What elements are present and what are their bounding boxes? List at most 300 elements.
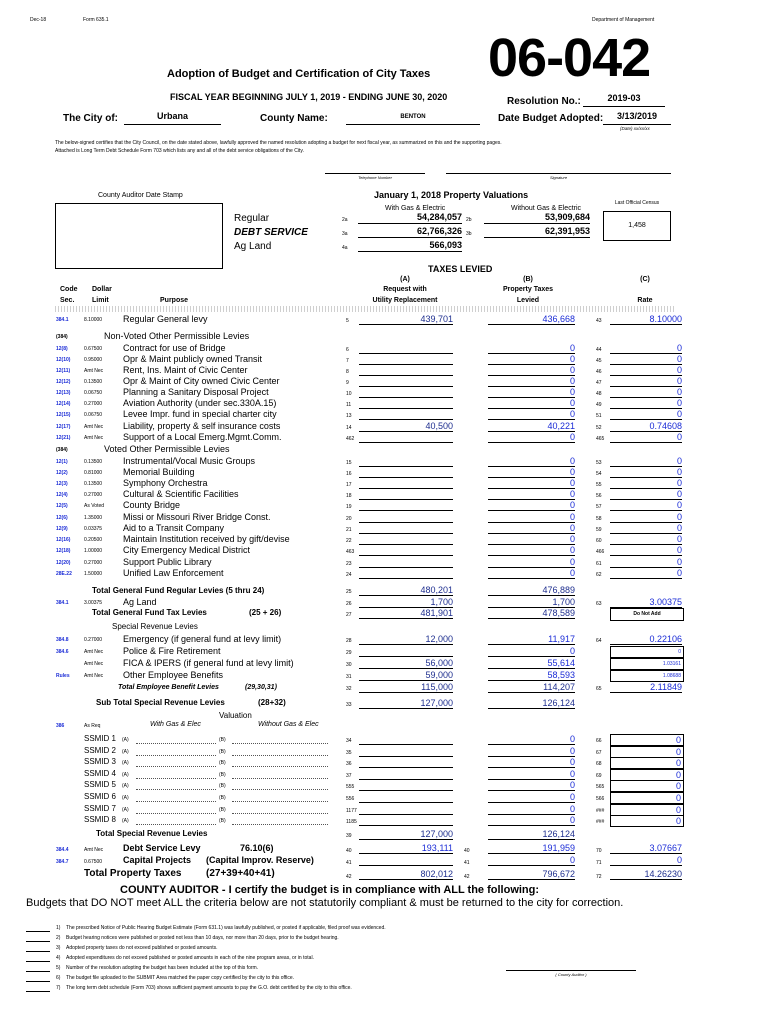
- checklist-blank[interactable]: [26, 971, 50, 972]
- limit-cell: Amt Nec: [84, 424, 104, 430]
- valuation-with-field[interactable]: [358, 226, 462, 238]
- tsr-a-field[interactable]: [359, 829, 453, 840]
- city-field[interactable]: [124, 111, 221, 125]
- purpose-cell: Liability, property & self insurance costs: [123, 421, 281, 431]
- col-b-header-2: Levied: [516, 297, 540, 304]
- county-field[interactable]: [346, 111, 480, 125]
- purpose-cell: Opr & Maint of City owned Civic Center: [123, 376, 280, 386]
- line-num: 41: [346, 860, 352, 866]
- rate-c-field[interactable]: [610, 780, 684, 792]
- limit-cell: 0.27000: [84, 560, 103, 566]
- checklist-blank[interactable]: [26, 941, 50, 942]
- purpose-cell: City Emergency Medical District: [123, 545, 251, 555]
- rate-c-value: 0.22106: [649, 634, 682, 644]
- rate-c-value: 0: [676, 467, 682, 477]
- request-a-field[interactable]: [359, 354, 453, 365]
- valuation-with-field[interactable]: [358, 240, 462, 252]
- emp-b: 114,207: [543, 682, 575, 692]
- levied-b-value: 0: [569, 500, 575, 510]
- rate-c-field[interactable]: [610, 757, 684, 769]
- request-a-field[interactable]: [359, 804, 453, 815]
- levied-b-field[interactable]: [488, 387, 575, 398]
- request-a-field[interactable]: [359, 421, 453, 432]
- limit-cell: Amt Nec: [84, 435, 104, 441]
- rate-c-field[interactable]: [610, 432, 682, 443]
- rate-c-field[interactable]: [610, 769, 684, 781]
- valuation-with-field[interactable]: [358, 212, 462, 224]
- rate-c-value: 0: [676, 534, 682, 544]
- line-num: 8: [346, 369, 349, 375]
- levied-b-field[interactable]: [488, 734, 575, 745]
- request-a-field[interactable]: [359, 409, 453, 420]
- department-name: Department of Management: [592, 17, 655, 23]
- ssmid-without-field[interactable]: [232, 813, 328, 814]
- cap-a-field[interactable]: [359, 855, 453, 866]
- line-num: 19: [346, 504, 352, 510]
- request-a-field[interactable]: [359, 398, 453, 409]
- checklist-number: 3): [56, 945, 61, 951]
- levied-b-field[interactable]: [488, 545, 575, 556]
- rate-c-field[interactable]: [610, 314, 682, 325]
- line-num: 45: [596, 358, 602, 364]
- purpose-cell: Aid to a Transit Company: [123, 523, 225, 533]
- levied-b-field[interactable]: [488, 646, 575, 657]
- line-num: 17: [346, 482, 352, 488]
- request-a-field[interactable]: [359, 646, 453, 657]
- ssmid-with-field[interactable]: [136, 766, 216, 767]
- ssmid-without-field[interactable]: [232, 766, 328, 767]
- levied-b-field[interactable]: [488, 792, 575, 803]
- line-code: 3a: [342, 231, 348, 237]
- levied-b-field[interactable]: [488, 804, 575, 815]
- levied-b-field[interactable]: [488, 815, 575, 826]
- line-code: 2b: [466, 217, 472, 223]
- tot-b-field[interactable]: [488, 869, 575, 880]
- rate-c-value: 0: [676, 512, 682, 522]
- ssmid-col-a: (A): [122, 748, 129, 755]
- request-a-field[interactable]: [359, 734, 453, 745]
- rate-c-field[interactable]: [610, 545, 682, 556]
- levied-b-field[interactable]: [488, 634, 575, 645]
- debt-a-field[interactable]: [359, 843, 453, 854]
- ssmid-with-field[interactable]: [136, 789, 216, 790]
- ssmid-col-b: (B): [219, 783, 226, 790]
- rate-c-field[interactable]: [610, 670, 684, 682]
- do-not-add-box: [610, 608, 684, 621]
- ssmid-without-field[interactable]: [232, 801, 328, 802]
- checklist-blank[interactable]: [26, 961, 50, 962]
- sub-a-field[interactable]: [359, 698, 453, 709]
- line-num: 24: [346, 572, 352, 578]
- taxes-levied-title: TAXES LEVIED: [428, 264, 493, 274]
- levied-b-value: 0: [569, 512, 575, 522]
- levied-b-field[interactable]: [488, 467, 575, 478]
- request-a-field[interactable]: [359, 523, 453, 534]
- emp-b-field[interactable]: [488, 682, 575, 693]
- line-num: 556: [346, 796, 355, 802]
- rate-c-field[interactable]: [610, 792, 684, 804]
- code-cell: 384.4: [56, 847, 69, 853]
- valuation-with-value: 62,766,326: [416, 226, 462, 236]
- sub-b-field[interactable]: [488, 698, 575, 709]
- request-a-field[interactable]: [359, 769, 453, 780]
- request-a-field[interactable]: [359, 780, 453, 791]
- line-num: 11: [346, 402, 352, 408]
- request-a-field[interactable]: [359, 343, 453, 354]
- line-num: 463: [346, 549, 355, 555]
- without-gas-header: Without Gas & Electric: [511, 205, 582, 212]
- code-cell: (384): [56, 447, 68, 453]
- line-num: 25: [346, 589, 352, 595]
- levied-b-value: 0: [569, 343, 575, 353]
- rate-c-value: 0: [676, 456, 682, 466]
- rate-c-field[interactable]: [610, 658, 684, 670]
- request-a-field[interactable]: [359, 568, 453, 579]
- limit-cell: 0.67500: [84, 859, 103, 865]
- checklist-number: 1): [56, 925, 61, 931]
- ssmid-with-field[interactable]: [136, 755, 216, 756]
- line-num: 69: [596, 772, 602, 779]
- limit-cell: 0.20500: [84, 537, 103, 543]
- emp-c-field[interactable]: [610, 682, 682, 693]
- request-a-field[interactable]: [359, 658, 453, 669]
- limit-cell: 0.27000: [84, 401, 103, 407]
- request-a-field[interactable]: [359, 432, 453, 443]
- ssmid-without-field[interactable]: [232, 778, 328, 779]
- request-a-field[interactable]: [359, 545, 453, 556]
- ag-a: 1,700: [430, 597, 453, 607]
- checklist-blank[interactable]: [26, 931, 50, 932]
- line-num: 65: [596, 686, 602, 692]
- ssmid-col-a: (A): [122, 806, 129, 813]
- levied-b-field[interactable]: [488, 757, 575, 768]
- levied-b-field[interactable]: [488, 398, 575, 409]
- ssmid-with-field[interactable]: [136, 813, 216, 814]
- limit-cell: 0.67500: [84, 346, 103, 352]
- request-a-field[interactable]: [359, 746, 453, 757]
- ag-b-field[interactable]: [488, 597, 575, 608]
- col-c-id: (C): [640, 276, 650, 283]
- col-a-header-1: Request with: [383, 286, 427, 293]
- levied-b-value: 40,221: [547, 421, 575, 431]
- rate-c-field[interactable]: [610, 512, 682, 523]
- levied-b-field[interactable]: [488, 670, 575, 681]
- levied-b-field[interactable]: [488, 489, 575, 500]
- levied-b-field[interactable]: [488, 432, 575, 443]
- total-regular-b-field[interactable]: [488, 585, 575, 596]
- cap-b: 0: [569, 855, 575, 865]
- levied-b-field[interactable]: [488, 354, 575, 365]
- limit-cell: 0.03375: [84, 526, 103, 532]
- total-regular-label: Total General Fund Regular Levies (5 thru 24): [92, 586, 265, 595]
- cap-b-field[interactable]: [488, 855, 575, 866]
- code-cell: 12(3): [56, 481, 68, 487]
- levied-b-field[interactable]: [488, 343, 575, 354]
- line-num: 71: [596, 860, 602, 866]
- rate-c-field[interactable]: [610, 421, 682, 432]
- ssmid-with-field[interactable]: [136, 801, 216, 802]
- limit-cell: 0.81000: [84, 470, 103, 476]
- levied-b-value: 0: [569, 398, 575, 408]
- emp-c: 2.11849: [650, 682, 682, 692]
- code-cell: 12(11): [56, 368, 71, 374]
- request-a-field[interactable]: [359, 489, 453, 500]
- purpose-cell: Support Public Library: [123, 557, 212, 567]
- rate-c-field[interactable]: [610, 398, 682, 409]
- purpose-cell: Aviation Authority (under sec.330A.15): [123, 398, 277, 408]
- line-num: 5: [346, 318, 349, 324]
- checklist-blank[interactable]: [26, 991, 50, 992]
- date-code: Dec-18: [30, 17, 47, 23]
- line-num: 9: [346, 380, 349, 386]
- code-cell: 12(10): [56, 357, 71, 363]
- date-adopted-field[interactable]: [603, 111, 671, 125]
- resolution-field[interactable]: [583, 93, 665, 107]
- line-num: 21: [346, 527, 352, 533]
- request-a-field[interactable]: [359, 670, 453, 681]
- request-a-field[interactable]: [359, 634, 453, 645]
- rate-c-field[interactable]: [610, 467, 682, 478]
- auditor-heading: COUNTY AUDITOR - I certify the budget is in compliance with ALL the following:: [120, 884, 540, 896]
- rate-c-field[interactable]: [610, 557, 682, 568]
- line-num: 40: [464, 848, 470, 854]
- total-general-b-field[interactable]: [488, 608, 575, 619]
- code-cell: 12(1): [56, 459, 68, 465]
- purpose-cell: Other Employee Benefits: [123, 670, 224, 680]
- levied-b-field[interactable]: [488, 512, 575, 523]
- ssmid-without-field[interactable]: [232, 743, 328, 744]
- ag-a-field[interactable]: [359, 597, 453, 608]
- code-cell: 384.8: [56, 637, 69, 643]
- ssmid-name: SSMID 3: [84, 757, 117, 767]
- rate-c-field[interactable]: [610, 354, 682, 365]
- request-a-value: 40,500: [425, 421, 453, 431]
- total-regular-a-field[interactable]: [359, 585, 453, 596]
- levied-b-field[interactable]: [488, 409, 575, 420]
- levied-b-field[interactable]: [488, 376, 575, 387]
- rate-c-field[interactable]: [610, 489, 682, 500]
- ssmid-with-field[interactable]: [136, 824, 216, 825]
- rate-c-value: 0: [676, 478, 682, 488]
- valuation-without-field[interactable]: [484, 226, 590, 238]
- levied-b-field[interactable]: [488, 568, 575, 579]
- rate-c-value: 8.10000: [649, 314, 682, 324]
- rate-c-field[interactable]: [610, 646, 684, 658]
- levied-b-field[interactable]: [488, 658, 575, 669]
- request-a-field[interactable]: [359, 792, 453, 803]
- rate-c-field[interactable]: [610, 387, 682, 398]
- rate-c-value: 0: [676, 523, 682, 533]
- request-a-field[interactable]: [359, 376, 453, 387]
- purpose-cell: Support of a Local Emerg.Mgmt.Comm.: [123, 432, 282, 442]
- request-a-field[interactable]: [359, 365, 453, 376]
- levied-b-field[interactable]: [488, 523, 575, 534]
- ssmid-without-field[interactable]: [232, 755, 328, 756]
- census-box[interactable]: [603, 211, 671, 241]
- limit-cell: 1.35000: [84, 515, 103, 521]
- ssmid-without-field[interactable]: [232, 789, 328, 790]
- levied-b-value: 0: [569, 523, 575, 533]
- checklist-blank[interactable]: [26, 951, 50, 952]
- checklist-number: 4): [56, 955, 61, 961]
- fiscal-year: FISCAL YEAR BEGINNING JULY 1, 2019 - ENDING JUNE 30, 2020: [170, 92, 448, 102]
- sub-b: 126,124: [542, 698, 575, 708]
- total-general-a-field[interactable]: [359, 608, 453, 619]
- line-num: 32: [346, 686, 352, 692]
- ag-c-field[interactable]: [610, 597, 682, 608]
- line-num: 27: [346, 612, 352, 618]
- rate-c-field[interactable]: [610, 734, 684, 746]
- levied-b-field[interactable]: [488, 421, 575, 432]
- rate-c-field[interactable]: [610, 534, 682, 545]
- line-num: 72: [596, 874, 602, 880]
- emp-a-field[interactable]: [359, 682, 453, 693]
- date-adopted-value: 3/13/2019: [616, 111, 658, 121]
- request-a-field[interactable]: [359, 500, 453, 511]
- line-num: 555: [346, 784, 355, 791]
- request-a-field[interactable]: [359, 478, 453, 489]
- line-num: 35: [346, 749, 352, 756]
- rate-c-field[interactable]: [610, 376, 682, 387]
- total-employee-sum: (29,30,31): [245, 684, 277, 691]
- purpose-cell: Missi or Missouri River Bridge Const.: [123, 512, 271, 522]
- total-special-label: Total Special Revenue Levies: [96, 829, 208, 838]
- resolution-label: Resolution No.:: [507, 96, 581, 107]
- rate-c-field[interactable]: [610, 409, 682, 420]
- cap-c-field[interactable]: [610, 855, 682, 866]
- code-cell: 12(9): [56, 526, 68, 532]
- request-a-field[interactable]: [359, 467, 453, 478]
- levied-b-field[interactable]: [488, 780, 575, 791]
- rate-c-field[interactable]: [610, 456, 682, 467]
- line-num: 18: [346, 493, 352, 499]
- capital-projects-label: Capital Projects: [123, 855, 192, 865]
- levied-b-field[interactable]: [488, 500, 575, 511]
- request-a-field[interactable]: [359, 557, 453, 568]
- levied-b-value: 0: [569, 780, 575, 791]
- request-a-field[interactable]: [359, 314, 453, 325]
- levied-b-value: 0: [569, 376, 575, 386]
- line-num: 52: [596, 425, 602, 431]
- levied-b-value: 0: [569, 467, 575, 477]
- line-num: 14: [346, 425, 352, 431]
- rate-c-value: 0: [675, 804, 681, 815]
- tot-c-field[interactable]: [610, 869, 682, 880]
- ssmid-name: SSMID 6: [84, 792, 117, 801]
- limit-cell: 0.06750: [84, 390, 103, 396]
- rate-c-value: 0: [676, 376, 682, 386]
- ssmid-without-field[interactable]: [232, 824, 328, 825]
- levied-b-field[interactable]: [488, 746, 575, 757]
- purpose-cell: Police & Fire Retirement: [123, 646, 221, 656]
- limit-cell: 0.27000: [84, 492, 103, 498]
- rate-c-field[interactable]: [610, 343, 682, 354]
- debt-c-field[interactable]: [610, 843, 682, 854]
- rate-c-value: 0: [676, 432, 682, 442]
- levied-b-value: 0: [569, 745, 575, 756]
- ssmid-name: SSMID 2: [84, 745, 117, 755]
- request-a-field[interactable]: [359, 757, 453, 768]
- tsr-b-field[interactable]: [488, 829, 575, 840]
- rate-c-field[interactable]: [610, 478, 682, 489]
- line-num: 70: [596, 848, 602, 854]
- resolution-value: 2019-03: [607, 93, 641, 103]
- request-a-field[interactable]: [359, 456, 453, 467]
- line-num: 20: [346, 516, 352, 522]
- code-cell: 12(12): [56, 379, 71, 385]
- line-num: 41: [464, 860, 470, 866]
- form-number: 06-042: [488, 28, 651, 88]
- rate-c-field[interactable]: [610, 815, 684, 827]
- levied-b-value: 0: [569, 365, 575, 375]
- line-num: 62: [596, 572, 602, 578]
- tsr-a: 127,000: [420, 829, 453, 839]
- line-num: 42: [464, 874, 470, 880]
- code-cell: 12(6): [56, 515, 68, 521]
- rate-c-value: 0: [675, 781, 681, 792]
- ssmid-without-gas-header: Without Gas & Elec: [258, 721, 319, 728]
- tot-a-field[interactable]: [359, 869, 453, 880]
- checklist-blank[interactable]: [26, 981, 50, 982]
- code-cell: 12(20): [56, 560, 71, 566]
- debt-b-field[interactable]: [488, 843, 575, 854]
- levied-b-field[interactable]: [488, 534, 575, 545]
- levied-b-field[interactable]: [488, 456, 575, 467]
- ssmid-with-field[interactable]: [136, 778, 216, 779]
- levied-b-field[interactable]: [488, 478, 575, 489]
- request-a-value: 59,000: [425, 670, 453, 680]
- line-num: 466: [596, 549, 605, 555]
- request-a-field[interactable]: [359, 534, 453, 545]
- total-general-b: 478,589: [542, 608, 575, 618]
- rate-c-field[interactable]: [610, 804, 684, 816]
- request-a-field[interactable]: [359, 512, 453, 523]
- line-num: 28: [346, 638, 352, 644]
- rate-c-field[interactable]: [610, 523, 682, 534]
- levied-b-field[interactable]: [488, 314, 575, 325]
- rate-c-field[interactable]: [610, 634, 682, 645]
- request-a-field[interactable]: [359, 815, 453, 826]
- total-general-sum: (25 + 26): [249, 608, 282, 617]
- total-regular-a: 480,201: [420, 585, 453, 595]
- do-not-add-text: Do Not Add: [633, 611, 661, 617]
- purpose-cell: Contract for use of Bridge: [123, 343, 226, 353]
- ssmid-with-field[interactable]: [136, 743, 216, 744]
- levied-b-field[interactable]: [488, 365, 575, 376]
- rate-c-value: 0: [676, 398, 682, 408]
- valuation-without-field[interactable]: [484, 212, 590, 224]
- rate-c-field[interactable]: [610, 365, 682, 376]
- signature-label: Signature: [549, 175, 568, 180]
- request-a-field[interactable]: [359, 387, 453, 398]
- rate-c-field[interactable]: [610, 500, 682, 511]
- city-label: The City of:: [63, 113, 118, 124]
- purpose-cell: Symphony Orchestra: [123, 478, 208, 488]
- line-num: 16: [346, 471, 352, 477]
- code-cell: 12(15): [56, 412, 71, 418]
- rate-c-field[interactable]: [610, 568, 682, 579]
- levied-b-value: 0: [569, 478, 575, 488]
- levied-b-field[interactable]: [488, 769, 575, 780]
- line-num: 10: [346, 391, 352, 397]
- limit-cell: Amt Nec: [84, 847, 104, 853]
- line-num: 566: [596, 796, 605, 802]
- valuation-row-label: Ag Land: [234, 241, 272, 252]
- rate-c-field[interactable]: [610, 746, 684, 758]
- levied-b-field[interactable]: [488, 557, 575, 568]
- col-a-id: (A): [400, 276, 410, 283]
- line-num: 54: [596, 471, 602, 477]
